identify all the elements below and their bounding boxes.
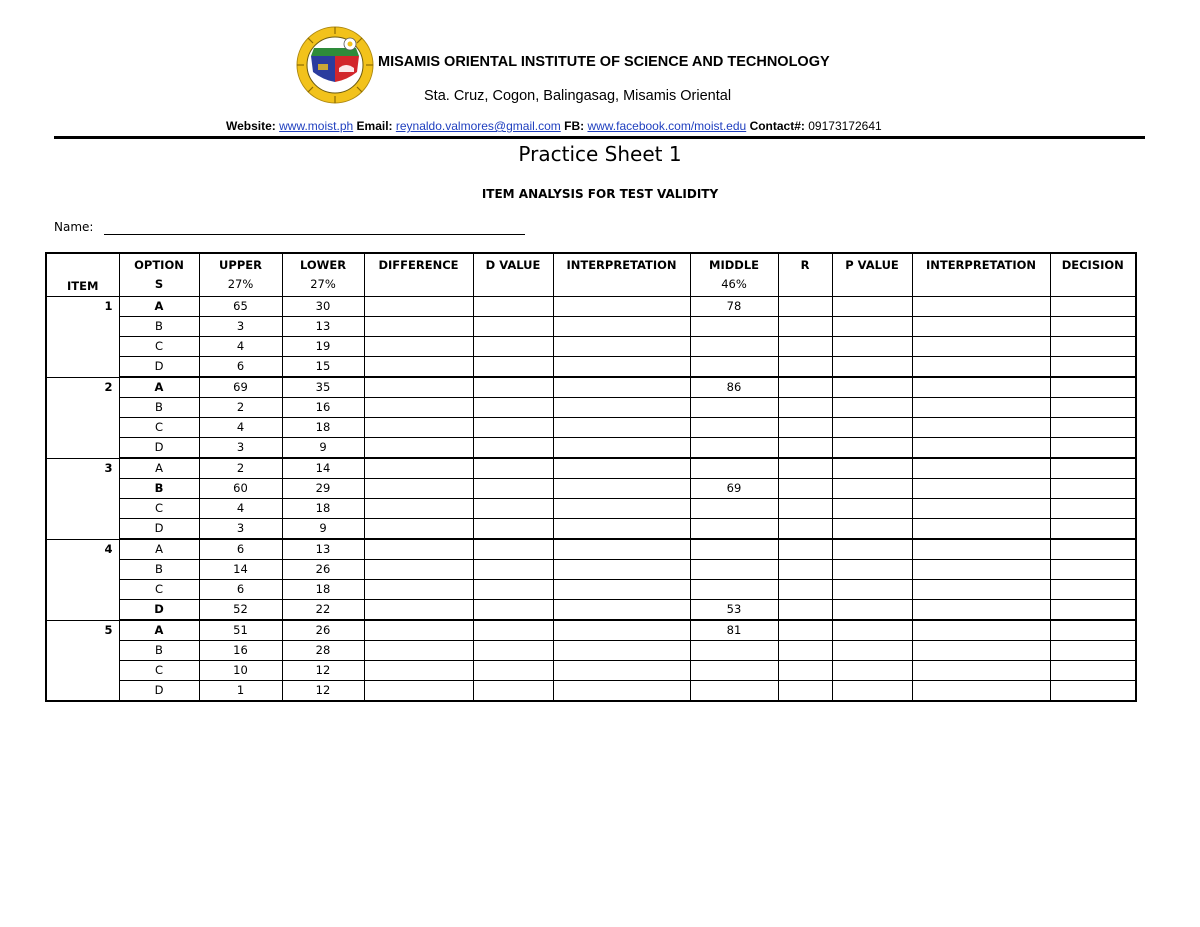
interpretation-cell[interactable] xyxy=(553,357,690,378)
d-value-cell[interactable] xyxy=(473,317,553,337)
option-cell: B xyxy=(119,560,199,580)
d-value-cell[interactable] xyxy=(473,641,553,661)
header-middle-line1: MIDDLE xyxy=(709,258,759,272)
upper-cell: 3 xyxy=(199,438,282,459)
d-value-cell[interactable] xyxy=(473,438,553,459)
d-value-cell[interactable] xyxy=(473,377,553,398)
option-cell: A xyxy=(119,458,199,479)
option-cell: B xyxy=(119,479,199,499)
decision-cell[interactable] xyxy=(1050,438,1136,459)
option-cell: D xyxy=(119,357,199,378)
interpretation-2-cell[interactable] xyxy=(912,539,1050,560)
r-cell[interactable] xyxy=(778,661,832,681)
d-value-cell[interactable] xyxy=(473,661,553,681)
r-cell[interactable] xyxy=(778,580,832,600)
lower-cell: 16 xyxy=(282,398,364,418)
page-title: Practice Sheet 1 xyxy=(518,142,682,166)
p-value-cell[interactable] xyxy=(832,560,912,580)
header-options-line1: OPTION xyxy=(134,258,184,272)
r-cell[interactable] xyxy=(778,681,832,702)
contact-number: 09173172641 xyxy=(808,119,882,133)
middle-cell xyxy=(690,641,778,661)
upper-cell: 6 xyxy=(199,580,282,600)
header-lower-line2: 27% xyxy=(310,277,336,291)
r-cell[interactable] xyxy=(778,641,832,661)
upper-cell: 65 xyxy=(199,297,282,317)
upper-cell: 4 xyxy=(199,337,282,357)
table-row xyxy=(46,641,1136,661)
interpretation-cell[interactable] xyxy=(553,519,690,540)
item-analysis-table xyxy=(45,252,1137,702)
r-cell[interactable] xyxy=(778,600,832,621)
p-value-cell[interactable] xyxy=(832,377,912,398)
item-number: 3 xyxy=(46,458,119,539)
d-value-cell[interactable] xyxy=(473,357,553,378)
item-number: 5 xyxy=(46,620,119,701)
upper-cell: 2 xyxy=(199,458,282,479)
interpretation-cell[interactable] xyxy=(553,620,690,641)
table-row xyxy=(46,297,1136,317)
decision-cell[interactable] xyxy=(1050,580,1136,600)
middle-cell: 78 xyxy=(690,297,778,317)
interpretation-cell[interactable] xyxy=(553,337,690,357)
upper-cell: 3 xyxy=(199,317,282,337)
header-r: R xyxy=(778,253,832,297)
r-cell[interactable] xyxy=(778,337,832,357)
difference-cell[interactable] xyxy=(364,539,473,560)
decision-cell[interactable] xyxy=(1050,681,1136,702)
difference-cell[interactable] xyxy=(364,317,473,337)
option-cell: C xyxy=(119,418,199,438)
upper-cell: 16 xyxy=(199,641,282,661)
lower-cell: 12 xyxy=(282,661,364,681)
header-item: ITEM xyxy=(46,253,119,297)
header-p-value: P VALUE xyxy=(832,253,912,297)
decision-cell[interactable] xyxy=(1050,297,1136,317)
d-value-cell[interactable] xyxy=(473,297,553,317)
middle-cell xyxy=(690,661,778,681)
interpretation-2-cell[interactable] xyxy=(912,418,1050,438)
d-value-cell[interactable] xyxy=(473,519,553,540)
difference-cell[interactable] xyxy=(364,560,473,580)
interpretation-cell[interactable] xyxy=(553,317,690,337)
item-number: 2 xyxy=(46,377,119,458)
interpretation-2-cell[interactable] xyxy=(912,337,1050,357)
upper-cell: 2 xyxy=(199,398,282,418)
interpretation-cell[interactable] xyxy=(553,600,690,621)
difference-cell[interactable] xyxy=(364,681,473,702)
decision-cell[interactable] xyxy=(1050,377,1136,398)
upper-cell: 1 xyxy=(199,681,282,702)
decision-cell[interactable] xyxy=(1050,620,1136,641)
interpretation-2-cell[interactable] xyxy=(912,519,1050,540)
interpretation-cell[interactable] xyxy=(553,398,690,418)
upper-cell: 3 xyxy=(199,519,282,540)
name-field-line[interactable] xyxy=(104,234,525,235)
r-cell[interactable] xyxy=(778,560,832,580)
decision-cell[interactable] xyxy=(1050,479,1136,499)
interpretation-2-cell[interactable] xyxy=(912,661,1050,681)
p-value-cell[interactable] xyxy=(832,661,912,681)
p-value-cell[interactable] xyxy=(832,458,912,479)
header-upper-line1: UPPER xyxy=(219,258,262,272)
contact-label: Contact#: xyxy=(749,119,805,133)
option-cell: A xyxy=(119,377,199,398)
interpretation-cell[interactable] xyxy=(553,297,690,317)
decision-cell[interactable] xyxy=(1050,458,1136,479)
interpretation-cell[interactable] xyxy=(553,560,690,580)
table-row xyxy=(46,479,1136,499)
d-value-cell[interactable] xyxy=(473,398,553,418)
r-cell[interactable] xyxy=(778,438,832,459)
option-cell: A xyxy=(119,539,199,560)
header-divider xyxy=(54,136,1145,139)
decision-cell[interactable] xyxy=(1050,519,1136,540)
header-d-value: D VALUE xyxy=(473,253,553,297)
middle-cell: 53 xyxy=(690,600,778,621)
middle-cell xyxy=(690,681,778,702)
option-cell: D xyxy=(119,438,199,459)
decision-cell[interactable] xyxy=(1050,661,1136,681)
interpretation-cell[interactable] xyxy=(553,458,690,479)
header-options xyxy=(119,253,199,297)
middle-cell xyxy=(690,357,778,378)
p-value-cell[interactable] xyxy=(832,337,912,357)
difference-cell[interactable] xyxy=(364,357,473,378)
decision-cell[interactable] xyxy=(1050,357,1136,378)
option-cell: C xyxy=(119,499,199,519)
p-value-cell[interactable] xyxy=(832,398,912,418)
p-value-cell[interactable] xyxy=(832,499,912,519)
interpretation-2-cell[interactable] xyxy=(912,317,1050,337)
upper-cell: 4 xyxy=(199,499,282,519)
decision-cell[interactable] xyxy=(1050,539,1136,560)
r-cell[interactable] xyxy=(778,377,832,398)
header-lower-line1: LOWER xyxy=(299,258,347,272)
header-lower xyxy=(282,253,364,297)
middle-cell: 69 xyxy=(690,479,778,499)
d-value-cell[interactable] xyxy=(473,539,553,560)
table-row xyxy=(46,317,1136,337)
middle-cell xyxy=(690,458,778,479)
difference-cell[interactable] xyxy=(364,438,473,459)
header-upper-line2: 27% xyxy=(227,277,254,291)
table-body xyxy=(46,297,1136,702)
middle-cell: 81 xyxy=(690,620,778,641)
middle-cell xyxy=(690,560,778,580)
facebook-link[interactable]: www.facebook.com/moist.edu xyxy=(587,119,747,133)
decision-cell[interactable] xyxy=(1050,600,1136,621)
item-number: 1 xyxy=(46,297,119,378)
r-cell[interactable] xyxy=(778,297,832,317)
p-value-cell[interactable] xyxy=(832,620,912,641)
decision-cell[interactable] xyxy=(1050,317,1136,337)
lower-cell: 29 xyxy=(282,479,364,499)
r-cell[interactable] xyxy=(778,418,832,438)
lower-cell: 22 xyxy=(282,600,364,621)
item-number: 4 xyxy=(46,539,119,620)
option-cell: C xyxy=(119,337,199,357)
middle-cell xyxy=(690,580,778,600)
table-row xyxy=(46,458,1136,479)
interpretation-cell[interactable] xyxy=(553,479,690,499)
option-cell: B xyxy=(119,398,199,418)
institution-address: Sta. Cruz, Cogon, Balingasag, Misamis Oriental xyxy=(424,88,732,104)
lower-cell: 18 xyxy=(282,418,364,438)
interpretation-cell[interactable] xyxy=(553,641,690,661)
difference-cell[interactable] xyxy=(364,377,473,398)
table-row xyxy=(46,519,1136,540)
fb-label: FB: xyxy=(564,119,585,133)
decision-cell[interactable] xyxy=(1050,641,1136,661)
d-value-cell[interactable] xyxy=(473,479,553,499)
r-cell[interactable] xyxy=(778,499,832,519)
p-value-cell[interactable] xyxy=(832,297,912,317)
difference-cell[interactable] xyxy=(364,519,473,540)
upper-cell: 52 xyxy=(199,600,282,621)
table-row xyxy=(46,681,1136,702)
upper-cell: 10 xyxy=(199,661,282,681)
p-value-cell[interactable] xyxy=(832,438,912,459)
lower-cell: 13 xyxy=(282,539,364,560)
decision-cell[interactable] xyxy=(1050,499,1136,519)
email-link[interactable]: reynaldo.valmores@gmail.com xyxy=(395,119,561,133)
difference-cell[interactable] xyxy=(364,641,473,661)
decision-cell[interactable] xyxy=(1050,398,1136,418)
d-value-cell[interactable] xyxy=(473,560,553,580)
header-middle-line2: 46% xyxy=(721,277,747,291)
p-value-cell[interactable] xyxy=(832,539,912,560)
option-cell: D xyxy=(119,600,199,621)
decision-cell[interactable] xyxy=(1050,418,1136,438)
difference-cell[interactable] xyxy=(364,398,473,418)
d-value-cell[interactable] xyxy=(473,337,553,357)
difference-cell[interactable] xyxy=(364,600,473,621)
website-label: Website: xyxy=(226,119,276,133)
table-row xyxy=(46,377,1136,398)
table-header-row xyxy=(46,253,1136,297)
interpretation-2-cell[interactable] xyxy=(912,398,1050,418)
header-interpretation-1: INTERPRETATION xyxy=(553,253,690,297)
option-cell: B xyxy=(119,317,199,337)
interpretation-2-cell[interactable] xyxy=(912,438,1050,459)
lower-cell: 28 xyxy=(282,641,364,661)
interpretation-2-cell[interactable] xyxy=(912,458,1050,479)
difference-cell[interactable] xyxy=(364,620,473,641)
name-label: Name: xyxy=(54,220,94,234)
middle-cell xyxy=(690,438,778,459)
interpretation-2-cell[interactable] xyxy=(912,479,1050,499)
middle-cell xyxy=(690,418,778,438)
interpretation-cell[interactable] xyxy=(553,418,690,438)
upper-cell: 6 xyxy=(199,357,282,378)
middle-cell xyxy=(690,337,778,357)
option-cell: D xyxy=(119,681,199,702)
interpretation-2-cell[interactable] xyxy=(912,499,1050,519)
school-seal-logo xyxy=(294,26,376,104)
middle-cell xyxy=(690,499,778,519)
upper-cell: 69 xyxy=(199,377,282,398)
lower-cell: 26 xyxy=(282,560,364,580)
table-row xyxy=(46,398,1136,418)
page-subtitle: ITEM ANALYSIS FOR TEST VALIDITY xyxy=(481,187,719,201)
p-value-cell[interactable] xyxy=(832,681,912,702)
lower-cell: 18 xyxy=(282,580,364,600)
decision-cell[interactable] xyxy=(1050,337,1136,357)
interpretation-2-cell[interactable] xyxy=(912,641,1050,661)
lower-cell: 9 xyxy=(282,519,364,540)
option-cell: D xyxy=(119,519,199,540)
r-cell[interactable] xyxy=(778,539,832,560)
d-value-cell[interactable] xyxy=(473,600,553,621)
interpretation-2-cell[interactable] xyxy=(912,357,1050,378)
interpretation-cell[interactable] xyxy=(553,438,690,459)
decision-cell[interactable] xyxy=(1050,560,1136,580)
middle-cell xyxy=(690,539,778,560)
interpretation-cell[interactable] xyxy=(553,580,690,600)
difference-cell[interactable] xyxy=(364,337,473,357)
lower-cell: 13 xyxy=(282,317,364,337)
interpretation-cell[interactable] xyxy=(553,681,690,702)
d-value-cell[interactable] xyxy=(473,418,553,438)
difference-cell[interactable] xyxy=(364,297,473,317)
table-row xyxy=(46,539,1136,560)
r-cell[interactable] xyxy=(778,458,832,479)
interpretation-cell[interactable] xyxy=(553,499,690,519)
middle-cell xyxy=(690,317,778,337)
p-value-cell[interactable] xyxy=(832,600,912,621)
r-cell[interactable] xyxy=(778,479,832,499)
middle-cell: 86 xyxy=(690,377,778,398)
option-cell: A xyxy=(119,297,199,317)
header-options-line2: S xyxy=(154,277,164,291)
institution-name: MISAMIS ORIENTAL INSTITUTE OF SCIENCE AND TECHNOLOGY xyxy=(378,54,830,70)
option-cell: C xyxy=(119,580,199,600)
lower-cell: 30 xyxy=(282,297,364,317)
lower-cell: 14 xyxy=(282,458,364,479)
header-upper xyxy=(199,253,282,297)
difference-cell[interactable] xyxy=(364,580,473,600)
difference-cell[interactable] xyxy=(364,458,473,479)
interpretation-2-cell[interactable] xyxy=(912,580,1050,600)
interpretation-2-cell[interactable] xyxy=(912,377,1050,398)
upper-cell: 60 xyxy=(199,479,282,499)
table-row xyxy=(46,620,1136,641)
interpretation-cell[interactable] xyxy=(553,661,690,681)
p-value-cell[interactable] xyxy=(832,479,912,499)
interpretation-2-cell[interactable] xyxy=(912,560,1050,580)
p-value-cell[interactable] xyxy=(832,580,912,600)
option-cell: C xyxy=(119,661,199,681)
p-value-cell[interactable] xyxy=(832,357,912,378)
d-value-cell[interactable] xyxy=(473,580,553,600)
interpretation-2-cell[interactable] xyxy=(912,297,1050,317)
table-row xyxy=(46,600,1136,621)
difference-cell[interactable] xyxy=(364,661,473,681)
d-value-cell[interactable] xyxy=(473,499,553,519)
interpretation-2-cell[interactable] xyxy=(912,620,1050,641)
d-value-cell[interactable] xyxy=(473,620,553,641)
website-link[interactable]: www.moist.ph xyxy=(279,119,354,133)
p-value-cell[interactable] xyxy=(832,418,912,438)
lower-cell: 18 xyxy=(282,499,364,519)
r-cell[interactable] xyxy=(778,398,832,418)
r-cell[interactable] xyxy=(778,357,832,378)
middle-cell xyxy=(690,519,778,540)
r-cell[interactable] xyxy=(778,317,832,337)
d-value-cell[interactable] xyxy=(473,681,553,702)
interpretation-2-cell[interactable] xyxy=(912,681,1050,702)
option-cell: B xyxy=(119,641,199,661)
table-row xyxy=(46,661,1136,681)
lower-cell: 15 xyxy=(282,357,364,378)
header-decision: DECISION xyxy=(1050,253,1136,297)
r-cell[interactable] xyxy=(778,620,832,641)
p-value-cell[interactable] xyxy=(832,519,912,540)
table-row xyxy=(46,560,1136,580)
header-interpretation-2: INTERPRETATION xyxy=(912,253,1050,297)
lower-cell: 35 xyxy=(282,377,364,398)
p-value-cell[interactable] xyxy=(832,317,912,337)
table-row xyxy=(46,357,1136,378)
table-row xyxy=(46,580,1136,600)
upper-cell: 14 xyxy=(199,560,282,580)
middle-cell xyxy=(690,398,778,418)
upper-cell: 4 xyxy=(199,418,282,438)
difference-cell[interactable] xyxy=(364,499,473,519)
option-cell: A xyxy=(119,620,199,641)
header-middle xyxy=(690,253,778,297)
interpretation-cell[interactable] xyxy=(553,539,690,560)
email-label: Email: xyxy=(356,119,393,133)
d-value-cell[interactable] xyxy=(473,458,553,479)
lower-cell: 19 xyxy=(282,337,364,357)
interpretation-cell[interactable] xyxy=(553,377,690,398)
table-row xyxy=(46,499,1136,519)
header-difference: DIFFERENCE xyxy=(364,253,473,297)
table-row xyxy=(46,418,1136,438)
lower-cell: 9 xyxy=(282,438,364,459)
difference-cell[interactable] xyxy=(364,479,473,499)
p-value-cell[interactable] xyxy=(832,641,912,661)
interpretation-2-cell[interactable] xyxy=(912,600,1050,621)
lower-cell: 12 xyxy=(282,681,364,702)
contact-line xyxy=(226,119,882,133)
upper-cell: 51 xyxy=(199,620,282,641)
table-row xyxy=(46,438,1136,459)
difference-cell[interactable] xyxy=(364,418,473,438)
lower-cell: 26 xyxy=(282,620,364,641)
table-row xyxy=(46,337,1136,357)
r-cell[interactable] xyxy=(778,519,832,540)
upper-cell: 6 xyxy=(199,539,282,560)
